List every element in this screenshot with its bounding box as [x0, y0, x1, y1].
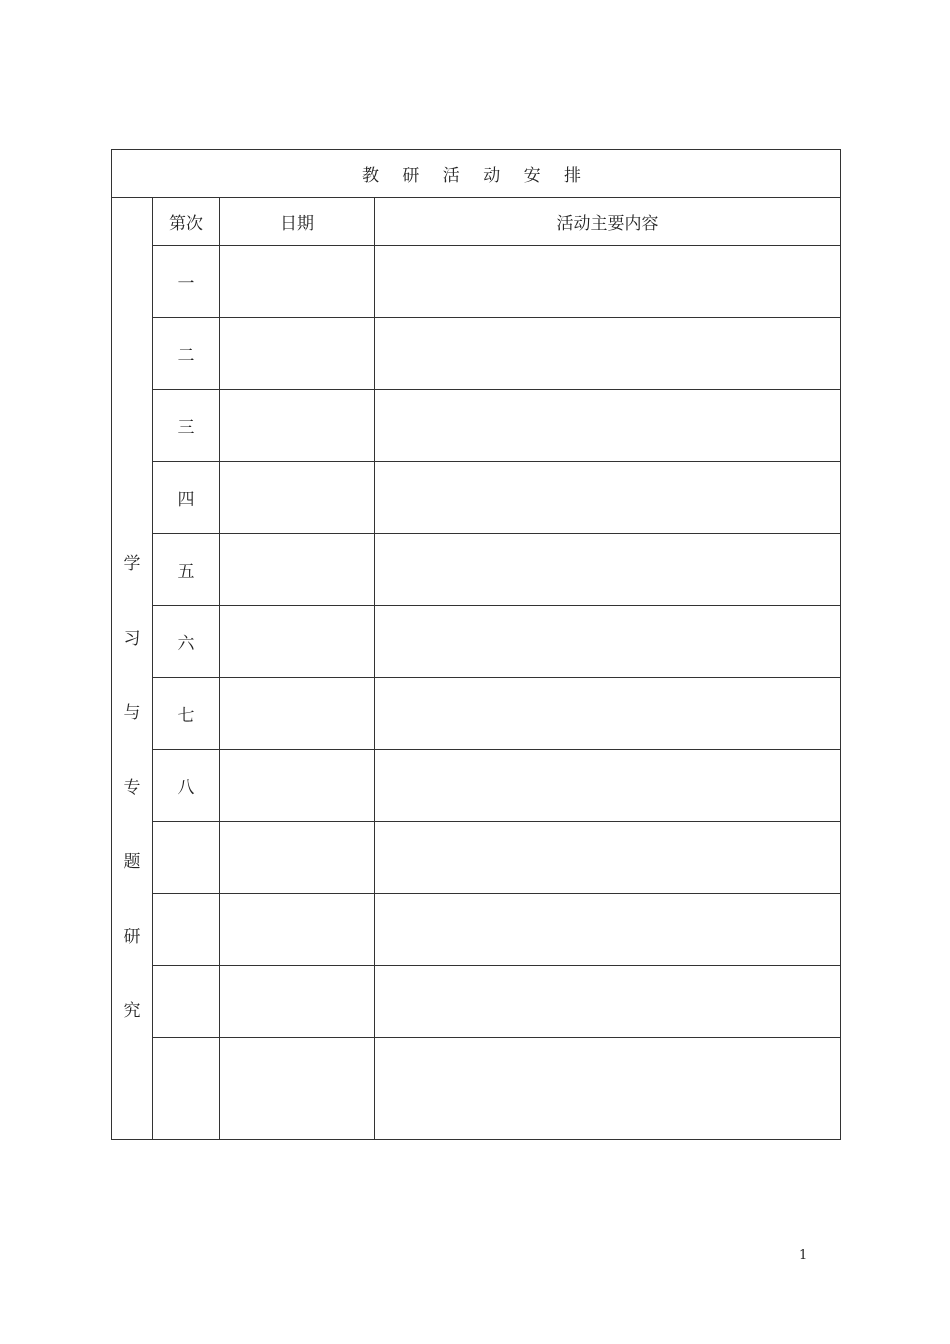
- table-row: [112, 246, 841, 318]
- row-content-cell: [375, 750, 841, 822]
- side-label-char: 学: [123, 554, 141, 574]
- schedule-table: [111, 149, 841, 1140]
- side-label-char: 题: [123, 852, 141, 872]
- table-row: [112, 390, 841, 462]
- row-index-cell: 八: [153, 750, 220, 822]
- row-content-cell: [375, 966, 841, 1038]
- row-date-cell: [220, 822, 375, 894]
- side-label: [112, 198, 153, 1140]
- row-date-cell: [220, 390, 375, 462]
- row-content-cell: [375, 822, 841, 894]
- table-row: [112, 462, 841, 534]
- header-content: 活动主要内容: [375, 198, 841, 246]
- row-date-cell: [220, 606, 375, 678]
- row-index-cell: [153, 1038, 220, 1140]
- row-index-cell: 四: [153, 462, 220, 534]
- row-content-cell: [375, 606, 841, 678]
- table-row: [112, 966, 841, 1038]
- row-date-cell: [220, 750, 375, 822]
- table-row: [112, 318, 841, 390]
- table-row: [112, 750, 841, 822]
- side-label-char: 究: [123, 1001, 141, 1021]
- row-index-cell: 一: [153, 246, 220, 318]
- side-label-char: 习: [123, 628, 141, 649]
- table-row: [112, 894, 841, 966]
- row-index-cell: 七: [153, 678, 220, 750]
- table-row: [112, 534, 841, 606]
- row-index-cell: [153, 966, 220, 1038]
- row-index-cell: [153, 822, 220, 894]
- row-date-cell: [220, 966, 375, 1038]
- row-content-cell: [375, 1038, 841, 1140]
- table-row: [112, 678, 841, 750]
- row-date-cell: [220, 894, 375, 966]
- side-label-char: 专: [123, 777, 141, 798]
- header-index: 第次: [153, 198, 220, 246]
- header-date: 日期: [220, 198, 375, 246]
- row-content-cell: [375, 462, 841, 534]
- row-content-cell: [375, 318, 841, 390]
- row-content-cell: [375, 678, 841, 750]
- row-index-cell: [153, 894, 220, 966]
- page-number: 1: [799, 1248, 808, 1263]
- side-label-char: 与: [123, 703, 141, 723]
- row-index-cell: 二: [153, 318, 220, 390]
- row-date-cell: [220, 534, 375, 606]
- table-row: [112, 822, 841, 894]
- row-content-cell: [375, 390, 841, 462]
- row-index-cell: 六: [153, 606, 220, 678]
- table-row: [112, 1038, 841, 1140]
- row-content-cell: [375, 534, 841, 606]
- row-date-cell: [220, 678, 375, 750]
- row-content-cell: [375, 246, 841, 318]
- side-label-char: 研: [123, 926, 141, 947]
- row-content-cell: [375, 894, 841, 966]
- row-date-cell: [220, 318, 375, 390]
- table-title: 教 研 活 动 安 排: [112, 150, 841, 198]
- row-index-cell: 三: [153, 390, 220, 462]
- row-date-cell: [220, 1038, 375, 1140]
- row-date-cell: [220, 462, 375, 534]
- row-index-cell: 五: [153, 534, 220, 606]
- table-row: [112, 606, 841, 678]
- row-date-cell: [220, 246, 375, 318]
